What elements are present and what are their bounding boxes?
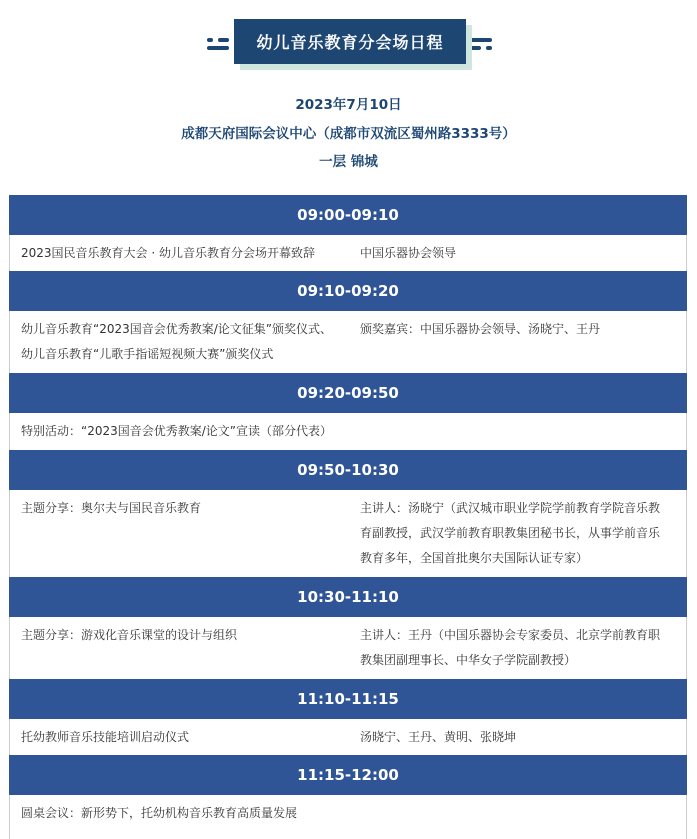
session-speaker-line: 育副教授，武汉学前教育职教集团秘书长，从事学前音乐 bbox=[360, 526, 661, 540]
session-speaker-line: 汤晓宁、王丹、黄明、张晓坤 bbox=[360, 730, 517, 744]
schedule-row bbox=[9, 235, 687, 271]
session-speaker bbox=[360, 623, 680, 673]
session-speaker-line: 主讲人：王丹（中国乐器协会专家委员、北京学前教育职 bbox=[360, 628, 661, 642]
session-title bbox=[21, 419, 351, 444]
session-speaker bbox=[360, 496, 680, 571]
session-title bbox=[21, 623, 351, 648]
session-title bbox=[21, 801, 351, 826]
session-title-line: 幼儿音乐教育“2023国音会优秀教案/论文征集”颁奖仪式、 bbox=[21, 322, 333, 336]
schedule-row bbox=[9, 413, 687, 450]
session-speaker bbox=[360, 725, 680, 750]
session-speaker-line: 主讲人：汤晓宁（武汉城市职业学院学前教育学院音乐教 bbox=[360, 501, 661, 515]
session-title-line: 2023国民音乐教育大会 · 幼儿音乐教育分会场开幕致辞 bbox=[21, 246, 315, 260]
left-decoration-line-2 bbox=[218, 38, 229, 42]
time-slot-header: 09:00-09:10 bbox=[9, 195, 687, 235]
session-speaker bbox=[360, 317, 680, 342]
session-speaker-line: 教育多年，全国首批奥尔夫国际认证专家） bbox=[360, 551, 589, 565]
schedule-row bbox=[9, 617, 687, 679]
session-title-line: 主题分享：奥尔夫与国民音乐教育 bbox=[21, 501, 202, 515]
session-speaker-line: 教集团副理事长、中华女子学院副教授） bbox=[360, 653, 577, 667]
event-venue: 成都天府国际会议中心（成都市双流区蜀州路3333号） bbox=[181, 126, 516, 142]
session-speaker-line: 中国乐器协会领导 bbox=[360, 246, 457, 260]
time-slot-header: 09:10-09:20 bbox=[9, 271, 687, 311]
left-decoration-dot bbox=[207, 38, 213, 42]
session-speaker-line: 颁奖嘉宾：中国乐器协会领导、汤晓宁、王丹 bbox=[360, 322, 601, 336]
schedule-row bbox=[9, 311, 687, 373]
left-decoration-line bbox=[207, 46, 229, 50]
event-room: 一层 锦城 bbox=[319, 154, 378, 170]
time-slot-header: 11:10-11:15 bbox=[9, 679, 687, 719]
session-title bbox=[21, 241, 351, 266]
session-title-line: 幼儿音乐教育“儿歌手指谣短视频大赛”颁奖仪式 bbox=[21, 347, 274, 361]
session-speaker bbox=[360, 241, 680, 266]
session-title-line: 托幼教师音乐技能培训启动仪式 bbox=[21, 730, 190, 744]
session-title bbox=[21, 496, 351, 521]
time-slot-header: 11:15-12:00 bbox=[9, 755, 687, 795]
time-slot-header: 10:30-11:10 bbox=[9, 577, 687, 617]
session-title-line: 主题分享：游戏化音乐课堂的设计与组织 bbox=[21, 628, 238, 642]
session-title-line: 圆桌会议：新形势下，托幼机构音乐教育高质量发展 bbox=[21, 806, 298, 820]
event-date: 2023年7月10日 bbox=[295, 97, 402, 113]
time-slot-header: 09:20-09:50 bbox=[9, 373, 687, 413]
session-title bbox=[21, 317, 351, 367]
page-title: 幼儿音乐教育分会场日程 bbox=[234, 19, 466, 64]
page-header bbox=[0, 0, 697, 75]
session-title-line: 特别活动：“2023国音会优秀教案/论文”宣读（部分代表） bbox=[21, 424, 333, 438]
schedule-row bbox=[9, 795, 687, 839]
time-slot-header: 09:50-10:30 bbox=[9, 450, 687, 490]
session-title bbox=[21, 725, 351, 750]
right-decoration-dot bbox=[486, 46, 492, 50]
right-decoration-line bbox=[470, 38, 492, 42]
schedule-row bbox=[9, 490, 687, 577]
schedule-row bbox=[9, 719, 687, 755]
